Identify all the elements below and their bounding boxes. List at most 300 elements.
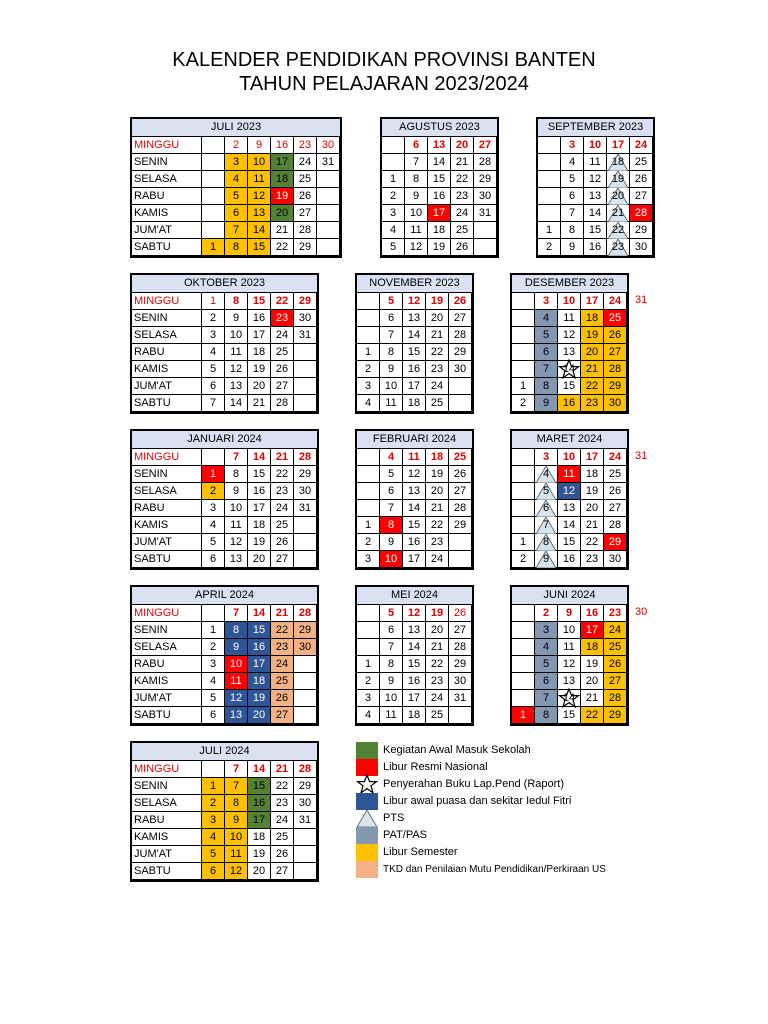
day-label: RABU xyxy=(132,500,202,517)
date-cell: 6 xyxy=(202,863,225,880)
date-cell: 12 xyxy=(403,605,426,622)
date-cell: 4 xyxy=(382,222,405,239)
date-cell: 27 xyxy=(604,344,627,361)
date-cell: 17 xyxy=(248,656,271,673)
day-label: MINGGU xyxy=(132,605,202,622)
date-cell: 22 xyxy=(607,222,630,239)
legend-item xyxy=(356,742,736,759)
date-cell xyxy=(317,188,340,205)
date-cell: 16 xyxy=(581,605,604,622)
date-cell: 21 xyxy=(271,222,294,239)
day-label: JUM'AT xyxy=(132,222,202,239)
date-cell: 27 xyxy=(449,310,472,327)
date-cell: 4 xyxy=(202,344,225,361)
date-cell: 2 xyxy=(357,361,380,378)
date-cell xyxy=(538,137,561,154)
date-cell: 7 xyxy=(225,605,248,622)
date-cell: 31 xyxy=(317,154,340,171)
calendar-month xyxy=(380,117,499,258)
date-cell: 19 xyxy=(581,483,604,500)
date-cell: 14 xyxy=(558,361,581,378)
date-cell: 25 xyxy=(604,310,627,327)
day-label: RABU xyxy=(132,188,202,205)
date-cell: 25 xyxy=(426,395,449,412)
date-cell: 20 xyxy=(451,137,474,154)
day-label: SABTU xyxy=(132,863,202,880)
date-cell: 7 xyxy=(202,395,225,412)
date-cell: 23 xyxy=(271,483,294,500)
date-cell xyxy=(512,344,535,361)
date-cell: 27 xyxy=(604,673,627,690)
date-cell: 27 xyxy=(271,551,294,568)
date-cell: 30 xyxy=(474,188,497,205)
date-cell: 23 xyxy=(581,551,604,568)
date-cell: 15 xyxy=(248,622,271,639)
date-cell: 21 xyxy=(426,639,449,656)
date-cell: 8 xyxy=(535,707,558,724)
date-cell: 18 xyxy=(403,395,426,412)
date-cell: 17 xyxy=(428,205,451,222)
date-cell: 28 xyxy=(604,690,627,707)
date-cell: 4 xyxy=(561,154,584,171)
date-cell xyxy=(474,239,497,256)
date-cell: 9 xyxy=(380,361,403,378)
date-cell: 24 xyxy=(604,449,627,466)
date-cell: 25 xyxy=(604,639,627,656)
date-cell: 13 xyxy=(558,344,581,361)
date-cell: 2 xyxy=(512,551,535,568)
date-cell xyxy=(538,205,561,222)
date-cell: 23 xyxy=(271,795,294,812)
date-cell: 4 xyxy=(535,310,558,327)
date-cell: 4 xyxy=(202,829,225,846)
date-cell: 7 xyxy=(380,639,403,656)
extra-sunday-date: 31 xyxy=(635,294,648,306)
date-cell: 12 xyxy=(403,293,426,310)
date-cell: 26 xyxy=(449,293,472,310)
date-cell: 24 xyxy=(426,690,449,707)
date-cell xyxy=(357,293,380,310)
date-cell: 15 xyxy=(403,656,426,673)
date-cell: 31 xyxy=(294,812,317,829)
calendar-month xyxy=(536,117,655,258)
date-cell xyxy=(512,466,535,483)
date-cell: 17 xyxy=(581,449,604,466)
date-cell: 11 xyxy=(558,310,581,327)
date-cell xyxy=(449,707,472,724)
date-cell: 23 xyxy=(271,639,294,656)
date-cell: 27 xyxy=(449,622,472,639)
date-cell xyxy=(538,171,561,188)
date-cell xyxy=(202,605,225,622)
date-cell: 5 xyxy=(202,361,225,378)
date-cell: 11 xyxy=(225,344,248,361)
date-cell: 10 xyxy=(380,690,403,707)
date-cell: 10 xyxy=(380,378,403,395)
date-cell: 21 xyxy=(426,327,449,344)
day-label: SELASA xyxy=(132,171,202,188)
date-cell: 1 xyxy=(357,344,380,361)
legend-swatch xyxy=(356,776,378,793)
date-cell: 11 xyxy=(225,673,248,690)
date-cell: 5 xyxy=(380,466,403,483)
date-cell: 1 xyxy=(382,171,405,188)
date-cell: 18 xyxy=(581,639,604,656)
date-cell: 6 xyxy=(535,500,558,517)
date-cell: 7 xyxy=(535,690,558,707)
date-cell xyxy=(294,707,317,724)
date-cell: 11 xyxy=(405,222,428,239)
date-cell: 15 xyxy=(558,534,581,551)
date-cell: 13 xyxy=(403,483,426,500)
day-label: SELASA xyxy=(132,327,202,344)
date-cell: 10 xyxy=(558,622,581,639)
date-cell: 2 xyxy=(202,795,225,812)
day-label: SENIN xyxy=(132,778,202,795)
date-cell: 25 xyxy=(271,344,294,361)
date-cell: 6 xyxy=(561,188,584,205)
date-cell: 17 xyxy=(403,551,426,568)
date-cell: 6 xyxy=(380,483,403,500)
legend-text: Kegiatan Awal Masuk Sekolah xyxy=(383,744,531,756)
date-cell: 22 xyxy=(271,622,294,639)
date-cell: 7 xyxy=(225,778,248,795)
date-cell: 19 xyxy=(271,188,294,205)
date-cell: 17 xyxy=(607,137,630,154)
date-cell xyxy=(512,673,535,690)
date-cell: 19 xyxy=(248,361,271,378)
date-cell: 2 xyxy=(382,188,405,205)
date-cell: 26 xyxy=(271,846,294,863)
date-cell: 13 xyxy=(428,137,451,154)
date-cell: 27 xyxy=(271,863,294,880)
date-cell: 20 xyxy=(248,378,271,395)
date-cell: 30 xyxy=(294,795,317,812)
date-cell xyxy=(202,761,225,778)
legend-swatch xyxy=(356,742,378,759)
date-cell: 29 xyxy=(294,466,317,483)
date-cell: 16 xyxy=(403,673,426,690)
date-cell xyxy=(512,361,535,378)
date-cell: 20 xyxy=(607,188,630,205)
date-cell: 16 xyxy=(271,137,294,154)
date-cell: 10 xyxy=(248,154,271,171)
date-cell: 2 xyxy=(202,310,225,327)
date-cell: 30 xyxy=(294,639,317,656)
date-cell: 1 xyxy=(512,534,535,551)
legend-text: PTS xyxy=(383,812,405,824)
month-header: AGUSTUS 2023 xyxy=(382,119,497,137)
date-cell xyxy=(202,449,225,466)
date-cell: 29 xyxy=(294,293,317,310)
date-cell: 8 xyxy=(380,517,403,534)
date-cell xyxy=(294,846,317,863)
day-label: SABTU xyxy=(132,707,202,724)
date-cell: 28 xyxy=(294,222,317,239)
legend-text: Libur Semester xyxy=(383,846,458,858)
month-header: JANUARI 2024 xyxy=(132,431,317,449)
date-cell: 8 xyxy=(380,344,403,361)
date-cell: 15 xyxy=(248,293,271,310)
date-cell xyxy=(382,137,405,154)
date-cell: 26 xyxy=(451,239,474,256)
date-cell: 29 xyxy=(449,656,472,673)
calendar-month xyxy=(130,429,319,570)
calendar-month xyxy=(130,117,342,258)
date-cell: 12 xyxy=(225,361,248,378)
date-cell: 16 xyxy=(403,361,426,378)
date-cell: 29 xyxy=(294,778,317,795)
date-cell xyxy=(538,154,561,171)
date-cell: 1 xyxy=(202,778,225,795)
date-cell: 18 xyxy=(581,310,604,327)
date-cell: 20 xyxy=(426,622,449,639)
date-cell xyxy=(202,137,225,154)
date-cell: 9 xyxy=(535,395,558,412)
date-cell: 21 xyxy=(248,395,271,412)
date-cell: 7 xyxy=(225,222,248,239)
extra-sunday-date: 31 xyxy=(635,450,648,462)
date-cell: 22 xyxy=(426,517,449,534)
date-cell: 2 xyxy=(535,605,558,622)
date-cell xyxy=(317,205,340,222)
date-cell: 3 xyxy=(357,378,380,395)
date-cell: 23 xyxy=(294,137,317,154)
date-cell: 30 xyxy=(449,361,472,378)
date-cell: 29 xyxy=(474,171,497,188)
day-label: SENIN xyxy=(132,310,202,327)
date-cell: 15 xyxy=(428,171,451,188)
date-cell: 23 xyxy=(426,534,449,551)
date-cell: 27 xyxy=(474,137,497,154)
date-cell: 24 xyxy=(604,622,627,639)
date-cell: 21 xyxy=(607,205,630,222)
date-cell: 25 xyxy=(451,222,474,239)
date-cell: 13 xyxy=(225,378,248,395)
date-cell: 18 xyxy=(428,222,451,239)
date-cell: 27 xyxy=(630,188,653,205)
date-cell: 6 xyxy=(405,137,428,154)
date-cell: 4 xyxy=(225,171,248,188)
date-cell: 11 xyxy=(584,154,607,171)
date-cell: 15 xyxy=(558,707,581,724)
date-cell: 13 xyxy=(225,707,248,724)
date-cell xyxy=(294,673,317,690)
date-cell: 12 xyxy=(225,863,248,880)
day-label: SABTU xyxy=(132,551,202,568)
date-cell xyxy=(357,483,380,500)
date-cell: 6 xyxy=(225,205,248,222)
day-label: SENIN xyxy=(132,154,202,171)
date-cell: 27 xyxy=(271,378,294,395)
date-cell: 22 xyxy=(581,378,604,395)
date-cell: 29 xyxy=(604,707,627,724)
date-cell: 27 xyxy=(449,483,472,500)
date-cell: 9 xyxy=(561,239,584,256)
date-cell: 15 xyxy=(403,344,426,361)
date-cell: 8 xyxy=(225,622,248,639)
date-cell: 25 xyxy=(271,517,294,534)
date-cell xyxy=(294,534,317,551)
date-cell: 21 xyxy=(271,761,294,778)
date-cell: 31 xyxy=(294,500,317,517)
date-cell: 24 xyxy=(294,154,317,171)
date-cell: 3 xyxy=(202,812,225,829)
date-cell: 20 xyxy=(426,483,449,500)
date-cell xyxy=(512,327,535,344)
date-cell: 12 xyxy=(405,239,428,256)
date-cell: 10 xyxy=(225,327,248,344)
date-cell: 3 xyxy=(357,690,380,707)
date-cell: 20 xyxy=(271,205,294,222)
legend-text: TKD dan Penilaian Mutu Pendidikan/Perkiraan US xyxy=(383,864,606,875)
date-cell xyxy=(202,222,225,239)
day-label: KAMIS xyxy=(132,205,202,222)
date-cell: 22 xyxy=(271,466,294,483)
date-cell: 20 xyxy=(248,707,271,724)
date-cell: 17 xyxy=(403,378,426,395)
legend-text: PAT/PAS xyxy=(383,829,428,841)
date-cell: 22 xyxy=(426,344,449,361)
date-cell: 14 xyxy=(248,222,271,239)
date-cell: 14 xyxy=(248,449,271,466)
date-cell: 24 xyxy=(271,327,294,344)
date-cell xyxy=(294,551,317,568)
date-cell: 1 xyxy=(357,656,380,673)
date-cell: 14 xyxy=(428,154,451,171)
date-cell: 5 xyxy=(380,293,403,310)
date-cell: 15 xyxy=(248,778,271,795)
date-cell: 28 xyxy=(449,327,472,344)
date-cell: 22 xyxy=(451,171,474,188)
date-cell: 2 xyxy=(357,673,380,690)
date-cell: 19 xyxy=(581,656,604,673)
date-cell: 9 xyxy=(225,639,248,656)
date-cell xyxy=(512,690,535,707)
date-cell: 23 xyxy=(604,605,627,622)
date-cell: 16 xyxy=(248,639,271,656)
date-cell: 31 xyxy=(449,690,472,707)
date-cell: 5 xyxy=(561,171,584,188)
date-cell: 29 xyxy=(294,239,317,256)
date-cell: 21 xyxy=(271,449,294,466)
date-cell: 26 xyxy=(604,327,627,344)
date-cell: 23 xyxy=(426,361,449,378)
date-cell: 3 xyxy=(535,293,558,310)
legend-swatch xyxy=(356,827,378,844)
month-header: JULI 2024 xyxy=(132,743,317,761)
date-cell: 10 xyxy=(405,205,428,222)
date-cell: 18 xyxy=(607,154,630,171)
calendar-month xyxy=(130,585,319,726)
date-cell: 4 xyxy=(535,639,558,656)
date-cell xyxy=(449,534,472,551)
date-cell: 3 xyxy=(382,205,405,222)
date-cell: 10 xyxy=(225,656,248,673)
legend-swatch xyxy=(356,793,378,810)
date-cell: 25 xyxy=(271,673,294,690)
date-cell: 22 xyxy=(271,293,294,310)
day-label: SENIN xyxy=(132,622,202,639)
date-cell: 18 xyxy=(248,517,271,534)
date-cell: 13 xyxy=(403,310,426,327)
date-cell: 4 xyxy=(535,466,558,483)
date-cell: 24 xyxy=(271,812,294,829)
date-cell: 12 xyxy=(584,171,607,188)
date-cell: 9 xyxy=(558,605,581,622)
date-cell: 26 xyxy=(449,605,472,622)
date-cell: 12 xyxy=(225,690,248,707)
date-cell: 29 xyxy=(604,534,627,551)
date-cell: 26 xyxy=(271,690,294,707)
date-cell: 16 xyxy=(403,534,426,551)
day-label: JUM'AT xyxy=(132,846,202,863)
date-cell: 31 xyxy=(474,205,497,222)
date-cell: 19 xyxy=(248,690,271,707)
date-cell: 9 xyxy=(535,551,558,568)
date-cell: 3 xyxy=(225,154,248,171)
day-label: SELASA xyxy=(132,483,202,500)
date-cell: 15 xyxy=(248,466,271,483)
calendar-month xyxy=(355,585,474,726)
date-cell: 12 xyxy=(225,534,248,551)
date-cell: 2 xyxy=(538,239,561,256)
date-cell: 26 xyxy=(271,361,294,378)
date-cell xyxy=(317,171,340,188)
date-cell: 27 xyxy=(294,205,317,222)
date-cell: 13 xyxy=(584,188,607,205)
date-cell: 15 xyxy=(403,517,426,534)
date-cell: 12 xyxy=(248,188,271,205)
date-cell xyxy=(202,205,225,222)
date-cell: 25 xyxy=(604,466,627,483)
month-header: MEI 2024 xyxy=(357,587,472,605)
calendar-month xyxy=(510,273,629,414)
day-label: RABU xyxy=(132,344,202,361)
calendar-month xyxy=(355,429,474,570)
date-cell: 7 xyxy=(405,154,428,171)
month-header: MARET 2024 xyxy=(512,431,627,449)
date-cell: 3 xyxy=(202,327,225,344)
date-cell xyxy=(512,639,535,656)
calendar-month xyxy=(510,429,629,570)
date-cell: 13 xyxy=(225,551,248,568)
day-label: JUM'AT xyxy=(132,378,202,395)
date-cell: 14 xyxy=(558,517,581,534)
date-cell: 2 xyxy=(202,639,225,656)
date-cell xyxy=(357,466,380,483)
date-cell: 17 xyxy=(248,812,271,829)
date-cell: 5 xyxy=(382,239,405,256)
date-cell xyxy=(294,378,317,395)
month-header: JULI 2023 xyxy=(132,119,340,137)
date-cell: 8 xyxy=(405,171,428,188)
month-header: NOVEMBER 2023 xyxy=(357,275,472,293)
date-cell: 5 xyxy=(535,483,558,500)
date-cell: 16 xyxy=(584,239,607,256)
date-cell: 30 xyxy=(630,239,653,256)
date-cell: 9 xyxy=(225,812,248,829)
date-cell: 29 xyxy=(449,517,472,534)
date-cell: 19 xyxy=(428,239,451,256)
day-label: SENIN xyxy=(132,466,202,483)
legend-item xyxy=(356,810,736,827)
date-cell xyxy=(294,863,317,880)
date-cell: 24 xyxy=(271,656,294,673)
calendar-month xyxy=(130,741,319,882)
date-cell: 13 xyxy=(403,622,426,639)
day-label: MINGGU xyxy=(132,449,202,466)
